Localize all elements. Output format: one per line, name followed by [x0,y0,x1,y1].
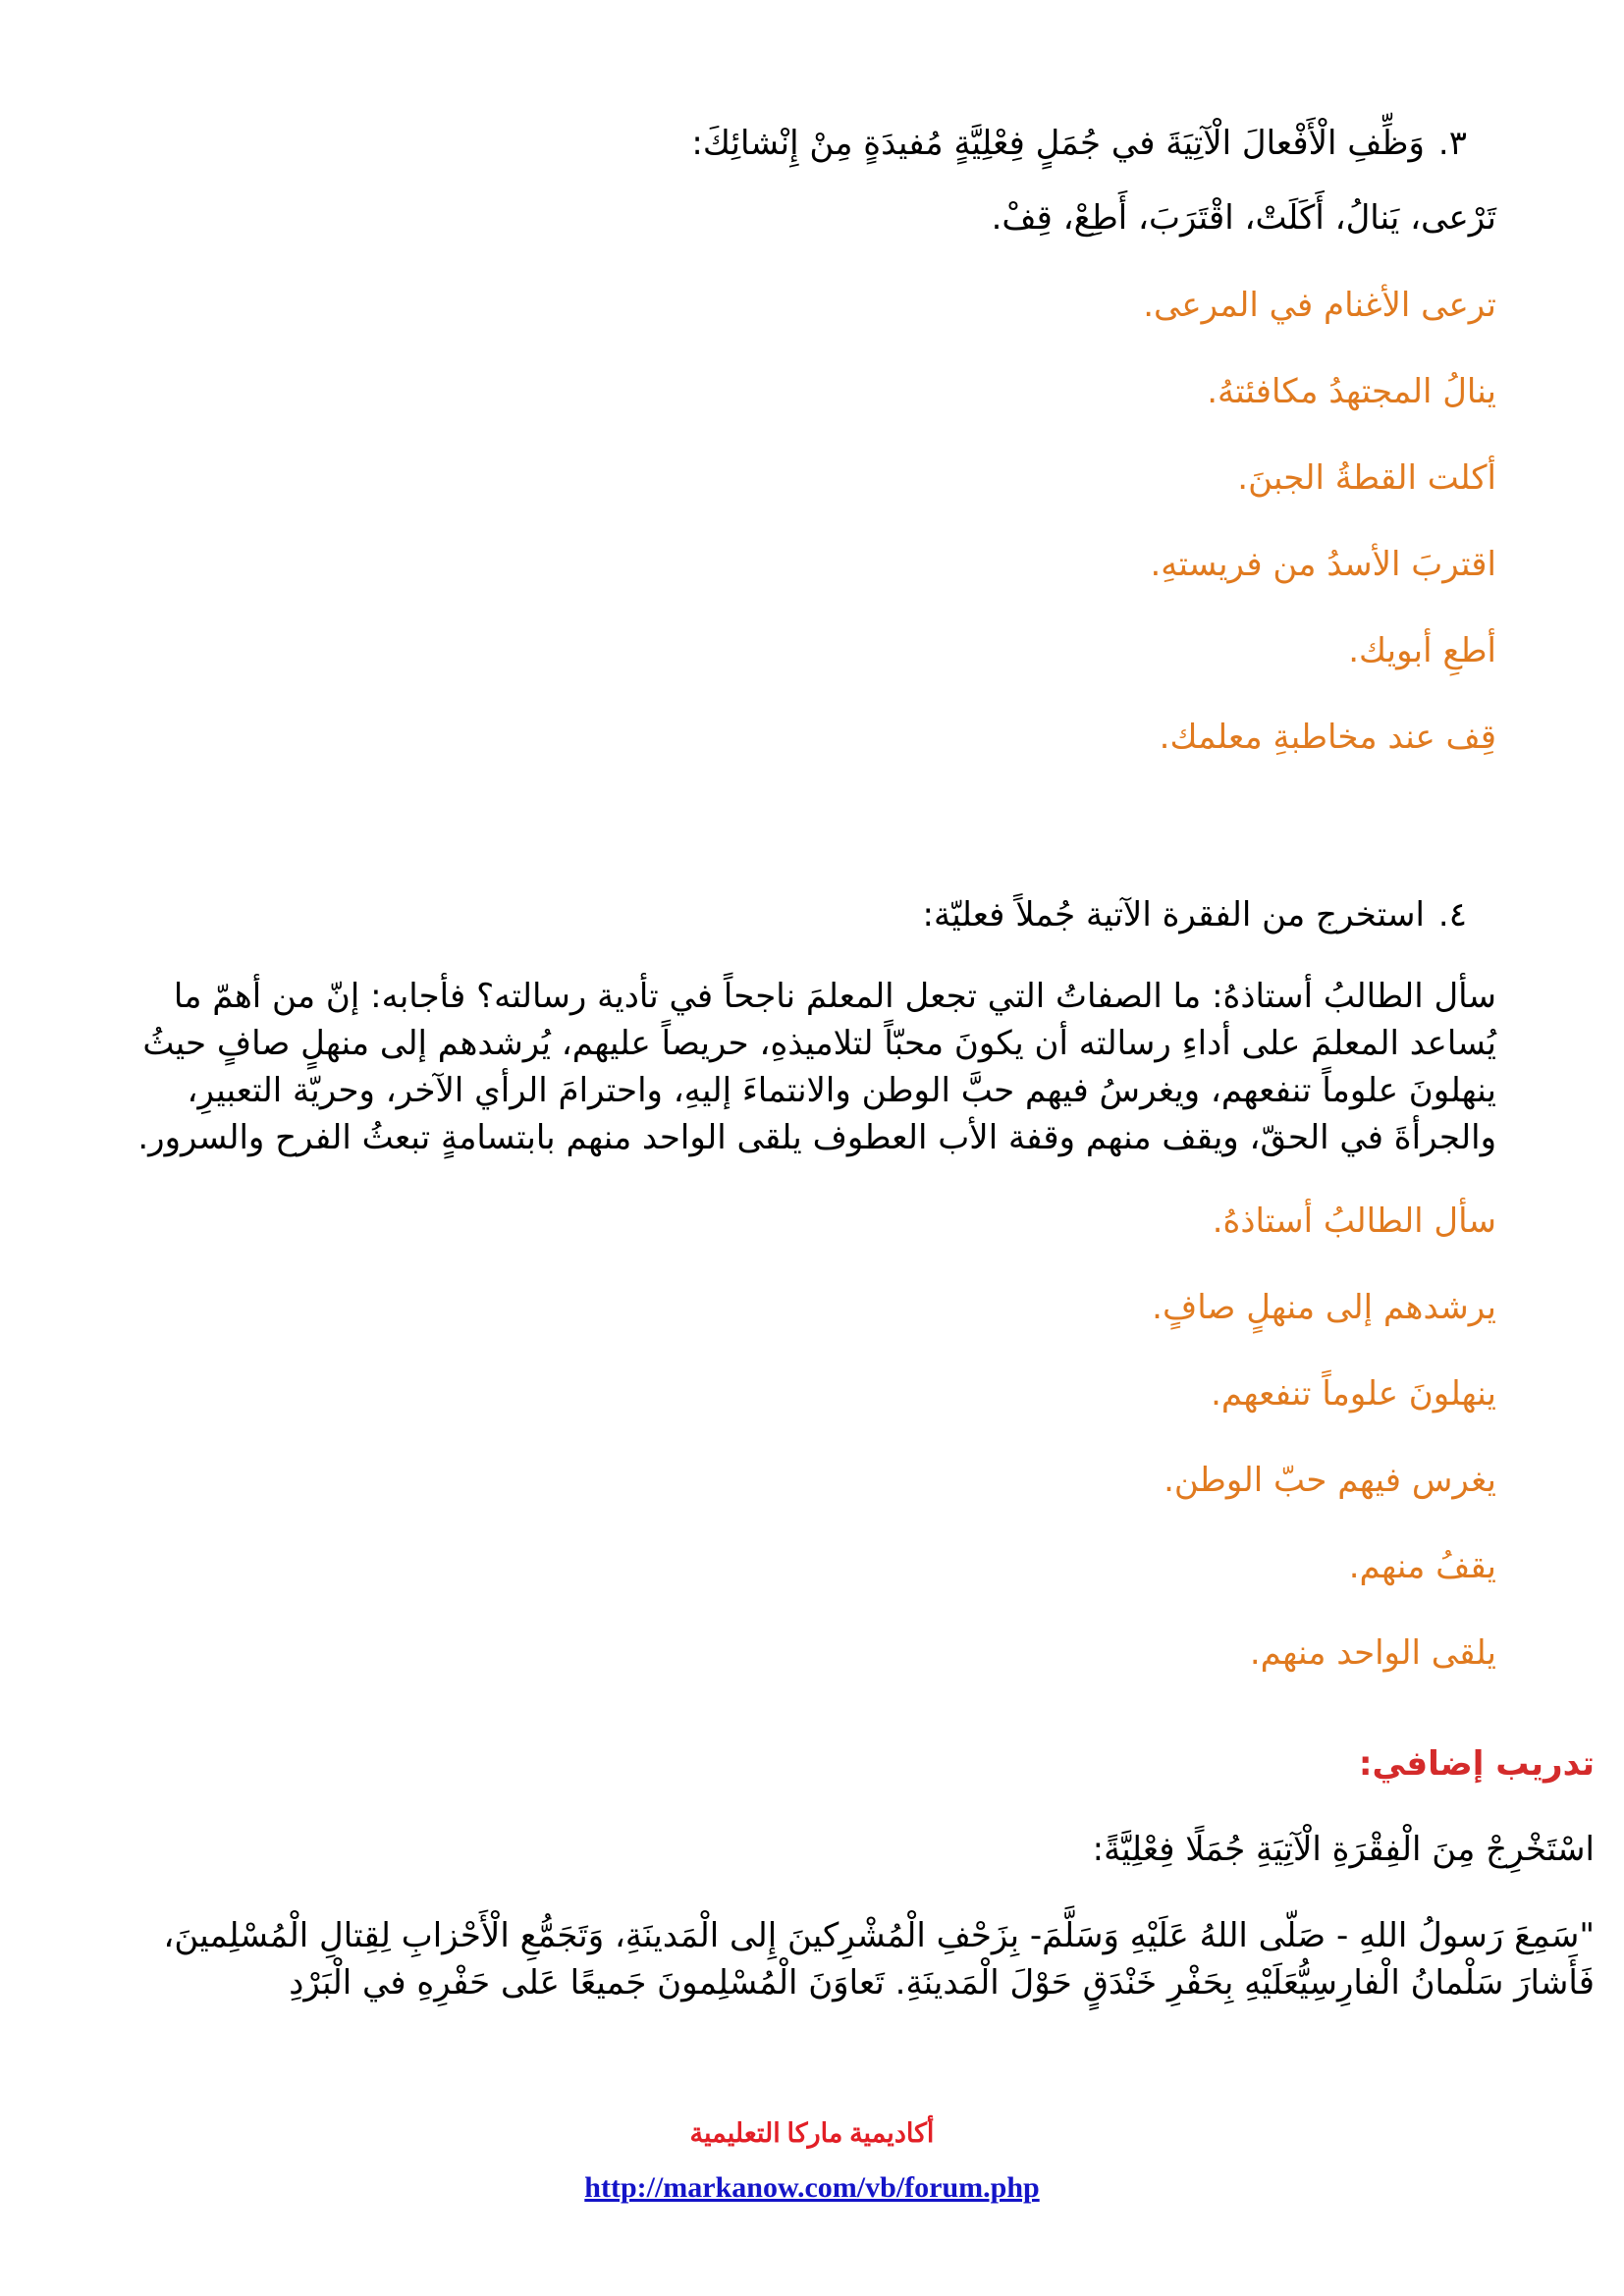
question-3-number: ٣. [1437,124,1467,163]
footer-academy-name: أكاديمية ماركا التعليمية [689,2118,935,2148]
passage-line: يُساعد المعلمَ على أداءِ رسالته أن يكونَ محبّاً لتلاميذهِ، حريصاً عليهم، يُرشدهم إلى منهلٍ صافٍ حيثُ [142,1024,1496,1063]
question-4-number: ٤. [1437,895,1467,934]
answer-line: ينهلونَ علوماً تنفعهم. [1211,1374,1496,1414]
extra-passage-line: "سَمِعَ رَسولُ اللهِ - صَلّى اللهُ عَلَيْهِ وَسَلَّمَ- بِزَحْفِ الْمُشْرِكينَ إِلى الْمَدينَةِ، وَتَجَمُّعِ الْأَحْزابِ لِقِتالِ الْمُسْلِمينَ، [163,1916,1595,1955]
question-3-instruction: وَظِّفِ الْأَفْعالَ الْآتِيَةَ في جُمَلٍ فِعْلِيَّةٍ مُفيدَةٍ مِنْ إِنْشائِكَ: [691,124,1425,163]
answer-line: قِف عند مخاطبةِ معلمك. [1159,718,1496,757]
answer-line: أطعِ أبويك. [1348,631,1496,670]
answer-line: يقفُ منهم. [1348,1547,1496,1586]
question-3-verbs: تَرْعى، يَنالُ، أَكَلَتْ، اقْتَرَبَ، أَطِعْ، قِفْ. [991,198,1496,238]
extra-exercise-instruction: اسْتَخْرِجْ مِنَ الْفِقْرَةِ الْآتِيَةِ جُمَلًا فِعْلِيَّةً: [1092,1830,1595,1869]
extra-passage-line: فَأَشارَ سَلْمانُ الْفارِسِيُّعَلَيْهِ بِحَفْرِ خَنْدَقٍ حَوْلَ الْمَدينَةِ. تَعاوَنَ الْمُسْلِمونَ جَميعًا عَلى حَفْرِهِ في الْبَرْدِ [289,1963,1595,2002]
question-4-instruction: استخرج من الفقرة الآتية جُملاً فعليّة: [922,895,1425,934]
answer-line: يلقى الواحد منهم. [1249,1633,1496,1673]
answer-line: سأل الطالبُ أستاذهُ. [1212,1201,1496,1241]
passage-line: ينهلونَ علوماً تنفعهم، ويغرسُ فيهم حبَّ الوطن والانتماءَ إليهِ، واحترامَ الرأي الآخر، وحريّة التعبيرِ، [187,1071,1496,1110]
question-3-heading [691,122,1467,165]
passage-line: سأل الطالبُ أستاذهُ: ما الصفاتُ التي تجعل المعلمَ ناجحاً في تأدية رسالته؟ فأجابه: إنّ من أهمّ ما [173,977,1496,1016]
footer-forum-link[interactable]: http://markanow.com/vb/forum.php [584,2171,1040,2204]
answer-line: أكلت القطةُ الجبنَ. [1237,458,1496,498]
answer-line: يغرس فيهم حبّ الوطن. [1164,1461,1496,1500]
answer-line: اقتربَ الأسدُ من فريستهِ. [1150,545,1496,584]
answer-line: يرشدهم إلى منهلٍ صافٍ. [1152,1288,1496,1327]
answer-line: ترعى الأغنام في المرعى. [1143,286,1496,325]
extra-exercise-title: تدريب إضافي: [1358,1744,1595,1784]
question-4-heading [923,893,1467,936]
answer-line: ينالُ المجتهدُ مكافئتهُ. [1207,372,1496,411]
passage-line: والجرأةَ في الحقّ، ويقف منهم وقفة الأب العطوف يلقى الواحد منهم بابتسامةٍ تبعثُ الفرح والسرور. [137,1118,1496,1157]
